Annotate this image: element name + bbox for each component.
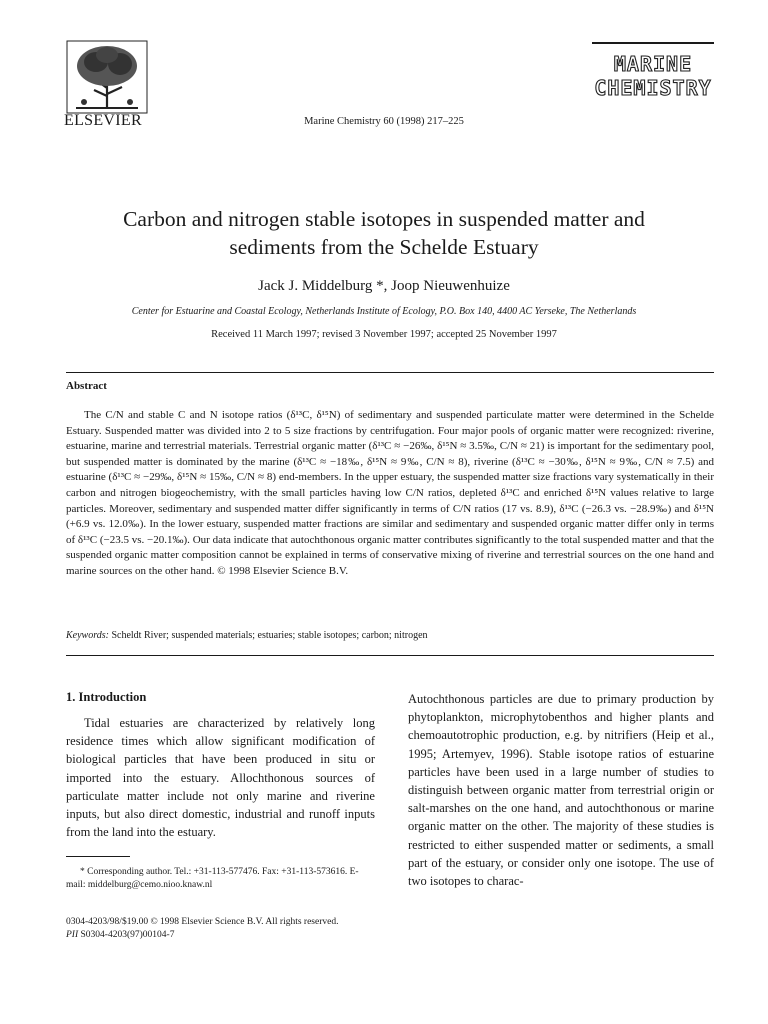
footnote-rule xyxy=(66,856,130,857)
journal-logo xyxy=(592,52,714,100)
article-title-line2: sediments from the Schelde Estuary xyxy=(229,235,539,259)
intro-paragraph-right: Autochthonous particles are due to primary production by phytoplankton, microphytobenthos and higher plants and chemoautotrophic production, e.g. by nitrifiers (Heip et al., 1995; Artemyev, 1996). Stable isotope ratios of estuarine particles have been used in a large number of studies to distinguish between organic matter from terrestrial origin or salt-marshes on the one hand, and autochthonous or marine organic matter on the other. The majority of these studies is restricted to either suspended matter or sediments, a small part of the estuary, or consider only one isotope. The use of two isotopes to charac- xyxy=(408,692,714,889)
abstract-bottom-rule xyxy=(66,655,714,656)
pii-line xyxy=(66,929,174,942)
journal-logo-line1: MARINE xyxy=(613,52,693,76)
keywords-label: Keywords: xyxy=(66,630,109,641)
copyright-line: 0304-4203/98/$19.00 © 1998 Elsevier Science B.V. All rights reserved. xyxy=(66,917,339,927)
received-dates: Received 11 March 1997; revised 3 November 1997; accepted 25 November 1997 xyxy=(211,329,557,340)
journal-logo-line2: CHEMISTRY xyxy=(594,76,712,100)
article-title-line1: Carbon and nitrogen stable isotopes in suspended matter and xyxy=(123,207,645,231)
intro-paragraph-left: Tidal estuaries are characterized by relatively long residence times which allow significant modification of biological particles that have been produced in situ or imported into the estuary. Allochthonous sources of particulate matter include not only marine and riverine inputs, but also direct domestic, industrial and runoff inputs from the land into the estuary. xyxy=(66,716,375,840)
journal-citation: Marine Chemistry 60 (1998) 217–225 xyxy=(304,116,464,127)
affiliation: Center for Estuarine and Coastal Ecology, Netherlands Institute of Ecology, P.O. Box 140, 4400 AC Yerseke, The Netherlands xyxy=(131,306,637,317)
elsevier-tree-logo xyxy=(66,40,148,114)
pii-value: S0304-4203(97)00104-7 xyxy=(80,930,175,940)
abstract-text: The C/N and stable C and N isotope ratios (δ¹³C, δ¹⁵N) of sedimentary and suspended particulate matter were determined in the Schelde Estuary. Suspended matter was divided into 2 to 5 size fractions by centrifugation. Four major pools of organic matter were recognized: riverine, estuarine, marine and terrestrial materials. Terrestrial organic matter (δ¹³C ≈ −26‰, δ¹⁵N ≈ 3.5‰, C/N ≈ 21) is important for the sedimentary pool, but suspended matter is dominated by the marine (δ¹³C ≈ −18‰, δ¹⁵N ≈ 9‰, C/N ≈ 8), riverine (δ¹³C ≈ −30‰, δ¹⁵N ≈ 9‰, C/N ≈ 7.5) and estuarine (δ¹³C ≈ −29‰, δ¹⁵N ≈ 15‰, C/N ≈ 8) end-members. In the upper estuary, the suspended matter size fractions vary systematically in their carbon and nitrogen biogeochemistry, with the small particles having low C/N ratios, depleted δ¹³C and enriched δ¹⁵N values relative to large particles. Moreover, sedimentary and suspended matter differ significantly in terms of C/N ratios (17 vs. 8.9), δ¹³C (−26.3 vs. −28.9‰) and δ¹⁵N (+6.9 vs. 12.0‰). In the lower estuary, suspended matter fractions are similar and sedimentary and suspended organic matter differ only in terms of δ¹³C (−23.5 vs. −20.1‰). Our data indicate that autochthonous organic matter contributes significantly to the total suspended matter and that the suspended organic matter composition cannot be explained in terms of conservative mixing of riverine and terrestrial sources on the one hand and marine sources on the other hand. © 1998 Elsevier Science B.V. xyxy=(66,409,714,577)
corresponding-author-footnote: * Corresponding author. Tel.: +31-113-577476. Fax: +31-113-573616. E-mail: middelburg@cemo.nioo.knaw.nl xyxy=(66,867,359,890)
abstract-top-rule xyxy=(66,372,714,373)
section-heading-introduction: 1. Introduction xyxy=(66,690,147,704)
article-title xyxy=(40,205,728,261)
keywords-list: Scheldt River; suspended materials; estuaries; stable isotopes; carbon; nitrogen xyxy=(111,630,428,641)
journal-rule xyxy=(592,42,714,44)
publisher-name: ELSEVIER xyxy=(64,112,142,129)
authors: Jack J. Middelburg *, Joop Nieuwenhuize xyxy=(258,278,510,294)
keywords xyxy=(66,630,714,641)
abstract-heading: Abstract xyxy=(66,380,107,392)
pii-label: PII xyxy=(66,930,79,940)
